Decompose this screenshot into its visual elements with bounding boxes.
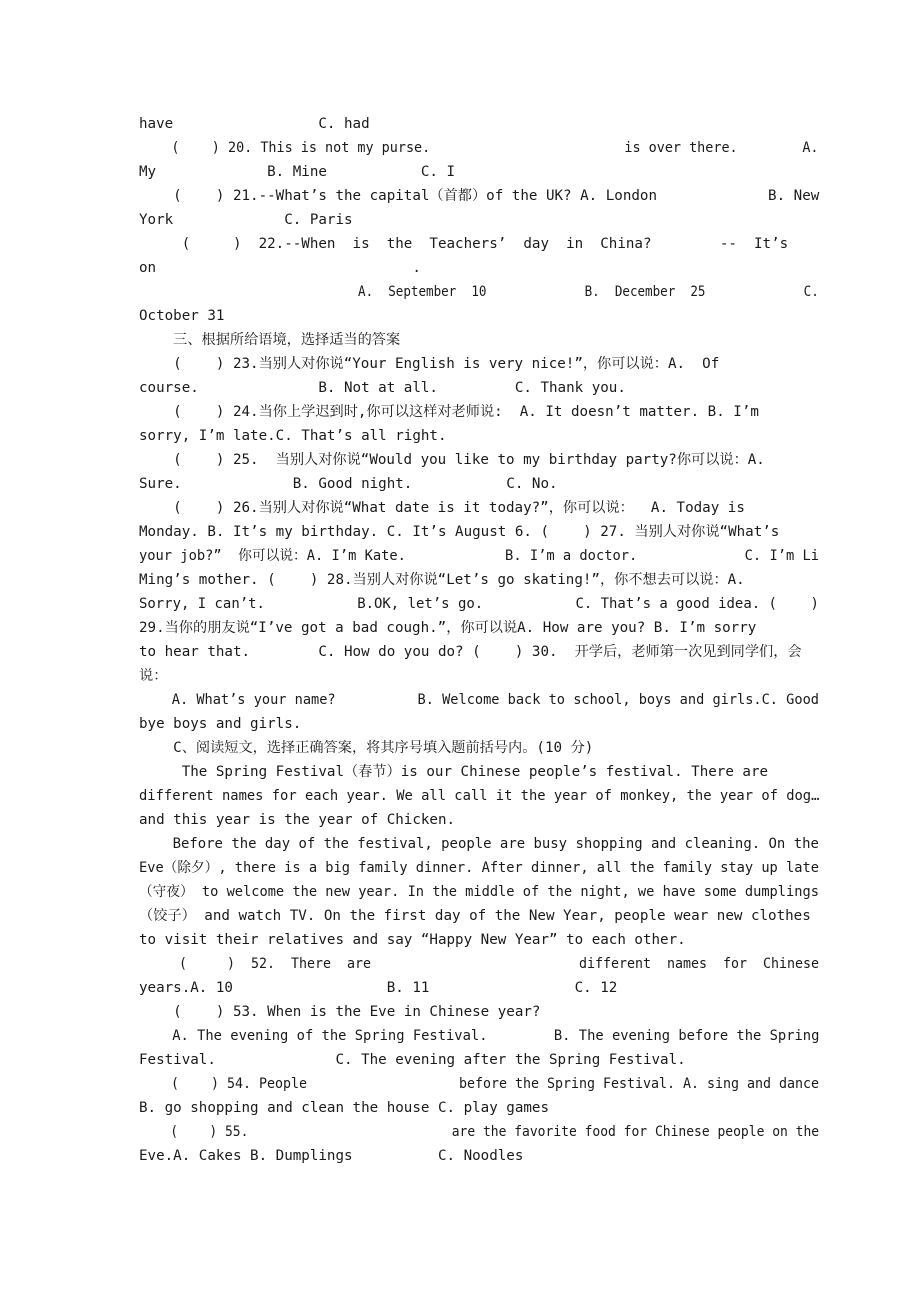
text-line: Sure. B. Good night. C. No. — [139, 476, 558, 492]
text-line: years.A. 10 B. 11 C. 12 — [139, 980, 618, 996]
text-line: on . — [139, 260, 421, 276]
passage-line: and this year is the year of Chicken. — [139, 812, 456, 828]
text-line: ( ) 55. are the favorite food for Chinese people on the — [139, 1124, 820, 1140]
passage-line: （饺子） and watch TV. On the first day of the New Year, people wear new clothes — [139, 908, 811, 924]
text-line: ( ) 23.当别人对你说“Your English is very nice!”，你可以说：A. Of — [139, 356, 720, 372]
text-line: bye boys and girls. — [139, 716, 302, 732]
text-line: ( ) 54. People before the Spring Festival. A. sing and dance — [139, 1076, 820, 1092]
text-line: sorry, I’m late.C. That’s all right. — [139, 428, 447, 444]
text-line: Festival. C. The evening after the Spring Festival. — [139, 1052, 686, 1068]
section-heading: C、阅读短文，选择正确答案，将其序号填入题前括号内。(10 分) — [139, 740, 594, 756]
passage-line: different names for each year. We all call it the year of monkey, the year of dog… — [139, 788, 820, 804]
text-line: ( ) 26.当别人对你说“What date is it today?”，你可以说： A. Today is — [139, 500, 745, 516]
passage-line: to visit their relatives and say “Happy New Year” to each other. — [139, 932, 686, 948]
text-line: York C. Paris — [139, 212, 353, 228]
text-line: ( ) 25. 当别人对你说“Would you like to my birthday party?你可以说：A. — [139, 452, 765, 468]
section-heading: 三、根据所给语境，选择适当的答案 — [139, 332, 401, 348]
text-line: A. September 10 B. December 25 C. — [139, 284, 819, 300]
text-line: ( ) 52. There are different names for Chinese — [139, 956, 820, 972]
passage-line: The Spring Festival（春节）is our Chinese people’s festival. There are — [139, 764, 769, 780]
passage-line: Eve（除夕）, there is a big family dinner. After dinner, all the family stay up late — [139, 860, 819, 876]
text-line: ( ) 53. When is the Eve in Chinese year? — [139, 1004, 541, 1020]
text-line: A. What’s your name? B. Welcome back to school, boys and girls.C. Good — [139, 692, 819, 708]
text-line: ( ) 20. This is not my purse. is over there. A. — [139, 140, 819, 156]
text-line: Eve.A. Cakes B. Dumplings C. Noodles — [139, 1148, 524, 1164]
text-line: A. The evening of the Spring Festival. B. The evening before the Spring — [139, 1028, 820, 1044]
text-line: Sorry, I can’t. B.OK, let’s go. C. That’s a good idea. ( ) — [139, 596, 819, 612]
text-line: have C. had — [139, 116, 370, 132]
text-line: Ming’s mother. ( ) 28.当别人对你说“Let’s go skating!”，你不想去可以说：A. — [139, 572, 745, 588]
text-line: My B. Mine C. I — [139, 164, 456, 180]
text-line: your job?” 你可以说：A. I’m Kate. B. I’m a doctor. C. I’m Li — [139, 548, 820, 564]
text-line: ( ) 24.当你上学迟到时,你可以这样对老师说: A. It doesn’t matter. B. I’m — [139, 404, 759, 420]
passage-line: Before the day of the festival, people are busy shopping and cleaning. On the — [139, 836, 819, 852]
text-line: ( ) 21.--What’s the capital（首都）of the UK? A. London B. New — [139, 188, 820, 204]
text-line: B. go shopping and clean the house C. play games — [139, 1100, 549, 1116]
text-line: October 31 — [139, 308, 225, 324]
text-line: course. B. Not at all. C. Thank you. — [139, 380, 626, 396]
text-line: to hear that. C. How do you do? ( ) 30. 开学后，老师第一次见到同学们，会 — [139, 644, 802, 660]
text-line: 29.当你的朋友说“I’ve got a bad cough.”，你可以说A. How are you? B. I’m sorry — [139, 620, 757, 636]
text-line: 说： — [139, 668, 168, 684]
passage-line: （守夜） to welcome the new year. In the middle of the night, we have some dumplings — [139, 884, 819, 900]
text-line: ( ) 22.--When is the Teachers’ day in China? -- It’s — [139, 236, 789, 252]
text-line: Monday. B. It’s my birthday. C. It’s August 6. ( ) 27. 当别人对你说“What’s — [139, 524, 780, 540]
